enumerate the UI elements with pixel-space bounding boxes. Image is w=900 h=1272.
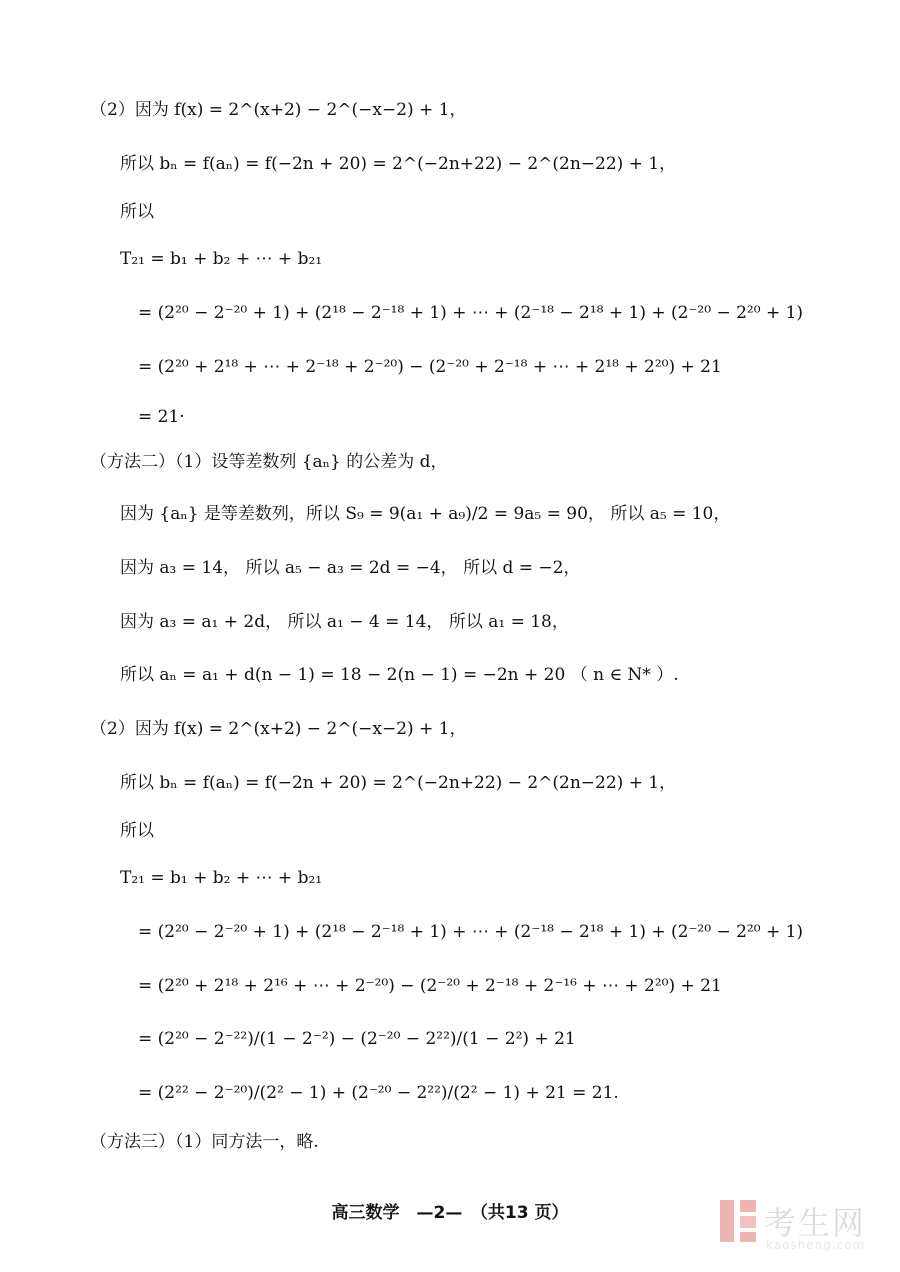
text-line: 因为 {aₙ} 是等差数列，所以 S₉ = 9(a₁ + a₉)/2 = 9a₅ = 90， 所以 a₅ = 10， (120, 504, 731, 524)
text-line: = (2²⁰ + 2¹⁸ + ⋯ + 2⁻¹⁸ + 2⁻²⁰) − (2⁻²⁰ + 2⁻¹⁸ + ⋯ + 2¹⁸ + 2²⁰) + 21 (138, 357, 722, 377)
watermark (718, 1198, 888, 1258)
text-line: = (2²⁰ + 2¹⁸ + 2¹⁶ + ⋯ + 2⁻²⁰) − (2⁻²⁰ + 2⁻¹⁸ + 2⁻¹⁶ + ⋯ + 2²⁰) + 21 (138, 976, 722, 996)
page-footer: 高三数学 —2— （共13 页） (331, 1203, 569, 1223)
text-line: 所以 (120, 821, 154, 841)
text-line: T₂₁ = b₁ + b₂ + ⋯ + b₂₁ (120, 868, 323, 888)
text-line: = (2²⁰ − 2⁻²²)/(1 − 2⁻²) − (2⁻²⁰ − 2²²)/(1 − 2²) + 21 (138, 1029, 576, 1049)
text-line: 所以 aₙ = a₁ + d(n − 1) = 18 − 2(n − 1) = −2n + 20 （ n ∈ N* ）. (120, 665, 679, 685)
watermark-domain: kaosheng.com (766, 1238, 866, 1252)
text-line: （2）因为 f(x) = 2^(x+2) − 2^(−x−2) + 1， (90, 719, 467, 739)
text-line: 所以 bₙ = f(aₙ) = f(−2n + 20) = 2^(−2n+22) − 2^(2n−22) + 1， (120, 773, 677, 793)
text-line: T₂₁ = b₁ + b₂ + ⋯ + b₂₁ (120, 249, 323, 269)
text-line: = (2²⁰ − 2⁻²⁰ + 1) + (2¹⁸ − 2⁻¹⁸ + 1) + ⋯ + (2⁻¹⁸ − 2¹⁸ + 1) + (2⁻²⁰ − 2²⁰ + 1) (138, 922, 804, 942)
watermark-brand: 考生网 (764, 1204, 867, 1242)
text-line: = 21· (138, 407, 185, 427)
text-line: （方法三）（1）同方法一，略. (90, 1132, 319, 1152)
kaosheng-logo-icon (718, 1198, 758, 1244)
text-line: （方法二）（1）设等差数列 {aₙ} 的公差为 d， (90, 452, 448, 472)
text-line: 所以 (120, 202, 154, 222)
text-line: 因为 a₃ = 14， 所以 a₅ − a₃ = 2d = −4， 所以 d = −2， (120, 558, 581, 578)
text-line: （2）因为 f(x) = 2^(x+2) − 2^(−x−2) + 1， (90, 100, 467, 120)
text-line: = (2²⁰ − 2⁻²⁰ + 1) + (2¹⁸ − 2⁻¹⁸ + 1) + ⋯ + (2⁻¹⁸ − 2¹⁸ + 1) + (2⁻²⁰ − 2²⁰ + 1) (138, 303, 804, 323)
text-line: 所以 bₙ = f(aₙ) = f(−2n + 20) = 2^(−2n+22) − 2^(2n−22) + 1， (120, 154, 677, 174)
text-line: 因为 a₃ = a₁ + 2d， 所以 a₁ − 4 = 14， 所以 a₁ = 18， (120, 612, 569, 632)
text-line: = (2²² − 2⁻²⁰)/(2² − 1) + (2⁻²⁰ − 2²²)/(2² − 1) + 21 = 21. (138, 1083, 619, 1103)
